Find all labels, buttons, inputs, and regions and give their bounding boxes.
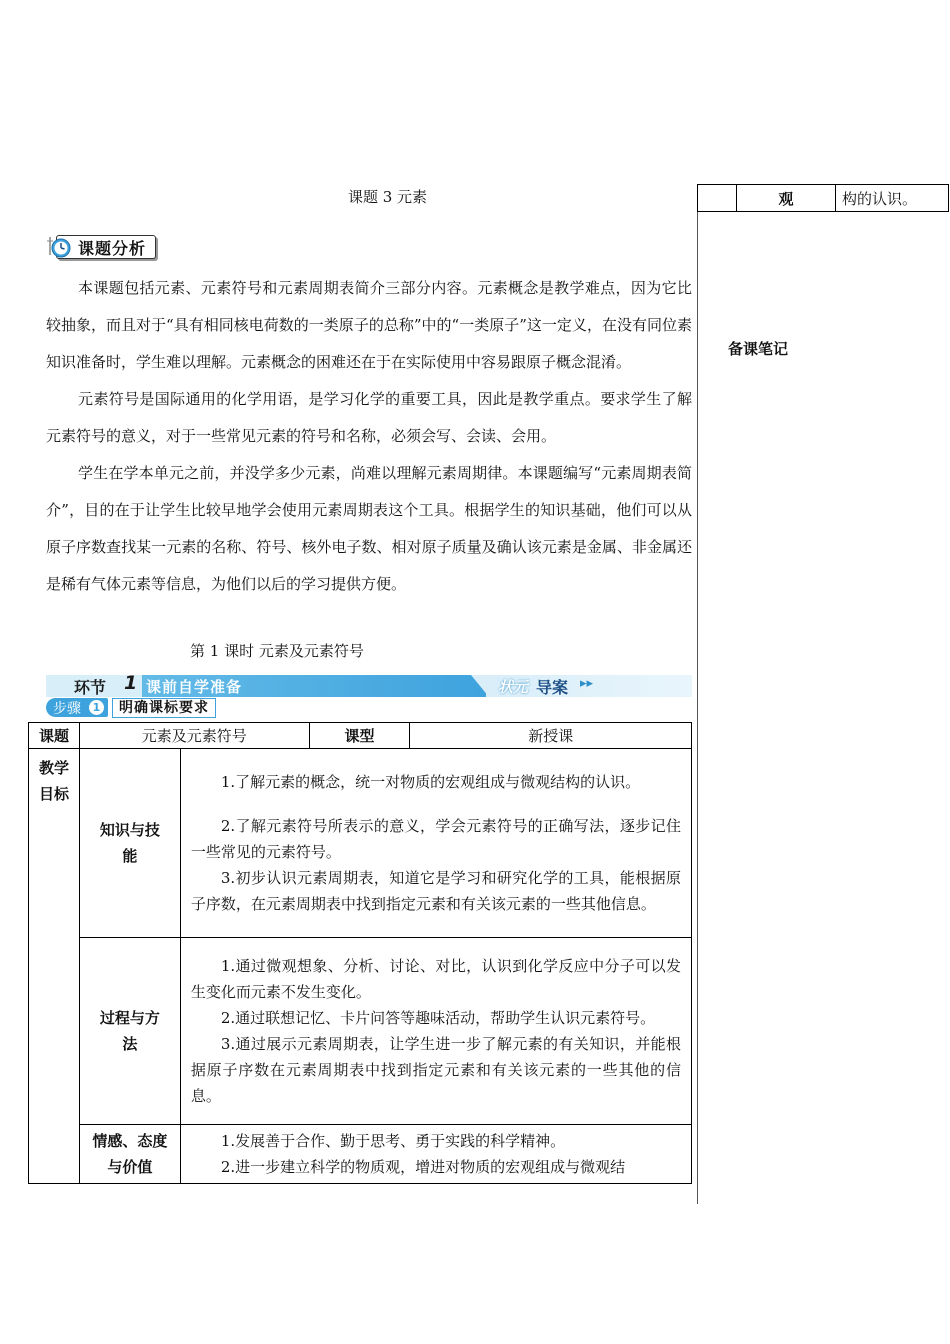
row-label-knowledge: 知识与技能 xyxy=(79,749,180,938)
curriculum-table xyxy=(28,722,692,1184)
topic-label: 课题 xyxy=(29,723,80,749)
clock-icon xyxy=(46,233,74,259)
knowledge-goals xyxy=(180,749,691,938)
goal-item: 3.初步认识元素周期表，知道它是学习和研究化学的工具，能根据原子序数，在元素周期表中找到指定元素和有关该元素的一些其他信息。 xyxy=(190,869,681,913)
analysis-paragraph-2: 元素符号是国际通用的化学用语，是学习化学的重要工具，因此是教学重点。要求学生了解元素符号的意义，对于一些常见元素的符号和名称，必须会写、会读、会用。 xyxy=(46,390,692,445)
double-arrow-icon: ▸▸ xyxy=(580,676,594,691)
sidebar-cell-3: 构的认识。 xyxy=(836,185,949,212)
stage-label: 环节 xyxy=(74,678,107,697)
step-title: 明确课标要求 xyxy=(112,698,216,718)
step-label: 步骤 xyxy=(53,701,81,717)
badge-label: 课题分析 xyxy=(78,239,147,258)
process-goals xyxy=(180,938,691,1125)
prep-notes-label: 备课笔记 xyxy=(728,340,789,358)
brand-part-b: 导案 xyxy=(536,678,569,697)
analysis-paragraph-1: 本课题包括元素、元素符号和元素周期表简介三部分内容。元素概念是教学难点，因为它比较抽象，而且对于“具有相同核电荷数的一类原子的总称”中的“一类原子”这一定义，在没有同位素知识准备时，学生难以理解。元素概念的困难还在于在实际使用中容易跟原子概念混淆。 xyxy=(46,279,692,371)
section-badge xyxy=(46,233,156,259)
step-number: 1 xyxy=(89,700,104,715)
step-pill xyxy=(46,698,108,717)
goals-label: 教学目标 xyxy=(29,749,80,1184)
goal-item: 2.通过联想记忆、卡片问答等趣味活动，帮助学生认识元素符号。 xyxy=(220,1009,656,1027)
type-value: 新授课 xyxy=(410,723,692,749)
brand-part-a: 状元 xyxy=(498,678,529,696)
table-header-row xyxy=(29,723,692,749)
sidebar-cell-1 xyxy=(698,185,737,212)
sidebar-cell-2: 观 xyxy=(737,185,836,212)
goal-item: 1.发展善于合作、勤于思考、勇于实践的科学精神。 xyxy=(220,1132,566,1150)
type-label: 课型 xyxy=(309,723,410,749)
stage-banner-cut xyxy=(471,675,489,697)
row-label-attitude: 情感、态度与价值 xyxy=(79,1125,180,1184)
topic-value: 元素及元素符号 xyxy=(79,723,309,749)
stage-name: 课前自学准备 xyxy=(146,678,243,696)
goal-item: 1.通过微观想象、分析、讨论、对比，认识到化学反应中分子可以发生变化而元素不发生变化。 xyxy=(190,957,681,1001)
goal-item: 2.进一步建立科学的物质观，增进对物质的宏观组成与微观结 xyxy=(220,1158,626,1176)
sidebar-divider xyxy=(697,184,698,1204)
attitude-goals xyxy=(180,1125,691,1184)
stage-number: 1 xyxy=(124,672,138,694)
row-label-process: 过程与方法 xyxy=(79,938,180,1125)
goal-item: 2.了解元素符号所表示的意义，学会元素符号的正确写法，逐步记住一些常见的元素符号。 xyxy=(190,817,681,861)
step-header xyxy=(46,698,346,718)
goal-item: 3.通过展示元素周期表，让学生进一步了解元素的有关知识，并能根据原子序数在元素周期表中找到指定元素和有关该元素的一些其他的信息。 xyxy=(190,1035,681,1105)
sidebar-table xyxy=(697,184,949,212)
table-row xyxy=(29,749,692,938)
analysis-paragraph-3: 学生在学本单元之前，并没学多少元素，尚难以理解元素周期律。本课题编写“元素周期表简介”，目的在于让学生比较早地学会使用元素周期表这个工具。根据学生的知识基础，他们可以从原子序数查找某一元素的名称、符号、核外电子数、相对原子质量及确认该元素是金属、非金属还是稀有气体元素等信息，为他们以后的学习提供方便。 xyxy=(46,464,692,593)
lesson-title: 第 1 课时 元素及元素符号 xyxy=(190,642,364,660)
table-row xyxy=(29,938,692,1125)
analysis-text xyxy=(46,270,692,603)
page-title: 课题 3 元素 xyxy=(347,188,428,206)
table-row xyxy=(29,1125,692,1184)
goal-item: 1.了解元素的概念，统一对物质的宏观组成与微观结构的认识。 xyxy=(220,773,641,791)
stage-banner xyxy=(46,672,692,697)
